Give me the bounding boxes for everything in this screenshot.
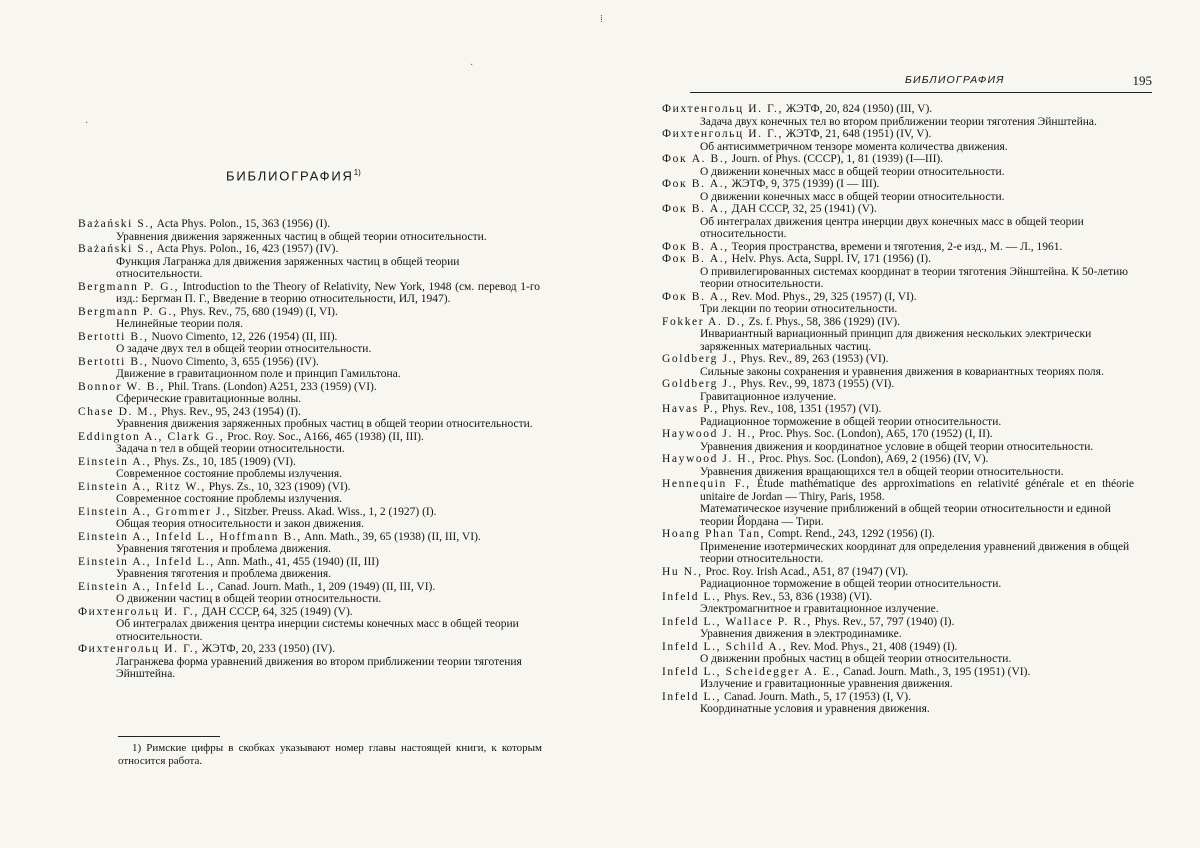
entry-reference: Ann. Math., 41, 455 (1940) (II, III) — [217, 555, 379, 568]
scan-speck: · — [470, 60, 474, 71]
page-title-text: БИБЛИОГРАФИЯ — [226, 168, 354, 184]
entry-reference: Rev. Mod. Phys., 29, 325 (1957) (I, VI). — [731, 290, 917, 303]
bibliography-entry — [662, 666, 1134, 691]
entry-reference: Proc. Phys. Soc. (London), A65, 170 (1952) (I, II). — [759, 428, 993, 440]
bibliography-list-right — [662, 103, 1134, 716]
entry-reference: Phys. Zs., 10, 323 (1909) (VI). — [208, 480, 351, 493]
entry-author: Infeld L., Wallace P. R., — [662, 615, 812, 628]
bibliography-entry — [662, 178, 1134, 203]
entry-annotation: Уравнения тяготения и проблема движения. — [116, 568, 332, 580]
entry-author: Фок А. В., — [662, 153, 729, 165]
citation — [662, 378, 1134, 391]
citation — [78, 506, 540, 519]
entry-annotation: Нелинейные теории поля. — [116, 318, 244, 330]
entry-reference: Ann. Math., 39, 65 (1938) (II, III, VI). — [304, 530, 481, 543]
bibliography-entry — [662, 478, 1134, 528]
entry-author: Fokker A. D., — [662, 315, 746, 328]
entry-reference: Phys. Rev., 108, 1351 (1957) (VI). — [721, 403, 882, 415]
entry-reference: Compt. Rend., 243, 1292 (1956) (I). — [768, 528, 935, 540]
entry-annotation: Инвариантный вариационный принцип для движения нескольких электрически заряженных материальных частиц. — [700, 328, 1092, 353]
citation — [78, 481, 540, 494]
bibliography-entry — [78, 643, 540, 681]
entry-annotation: Общая теория относительности и закон движения. — [116, 518, 365, 530]
entry-annotation: Математическое изучение приближений в общей теории относительности и единой теории Йордана — Тири. — [700, 503, 1111, 528]
citation — [662, 453, 1134, 466]
entry-annotation: О движении пробных частиц в общей теории относительности. — [700, 653, 1012, 665]
entry-reference: Phys. Zs., 10, 185 (1909) (VI). — [154, 455, 296, 468]
bibliography-entry — [662, 616, 1134, 641]
entry-reference: Nuovo Cimento, 3, 655 (1956) (IV). — [151, 355, 319, 368]
bibliography-entry — [662, 153, 1134, 178]
bibliography-entry — [662, 378, 1134, 403]
entry-reference: Теория пространства, времени и тяготения, 2-е изд., М. — Л., 1961. — [731, 240, 1063, 253]
citation — [78, 456, 540, 469]
entry-author: Фихтенгольц И. Г., — [662, 128, 783, 140]
citation — [78, 406, 540, 419]
entry-reference: Étude mathématique des approximations en relativité générale et en théorie unitaire de Jordan — Thiry, Paris, 1958. — [700, 478, 1134, 503]
entry-author: Infeld L., Scheidegger A. E., — [662, 665, 841, 678]
bibliography-entry — [662, 453, 1134, 478]
entry-reference: Nuovo Cimento, 12, 226 (1954) (II, III). — [151, 330, 338, 343]
entry-author: Фок В. А., — [662, 290, 729, 303]
entry-reference: ЖЭТФ, 21, 648 (1951) (IV, V). — [785, 128, 932, 140]
entry-author: Фок В. А., — [662, 253, 729, 265]
citation — [662, 691, 1134, 704]
bibliography-entry — [662, 353, 1134, 378]
running-title: БИБЛИОГРАФИЯ — [905, 74, 1005, 86]
entry-annotation: Лагранжева форма уравнений движения во втором приближении теории тяготения Эйнштейна. — [116, 655, 522, 680]
bibliography-entry — [78, 531, 540, 556]
entry-reference: Canad. Journ. Math., 3, 195 (1951) (VI). — [843, 665, 1031, 678]
entry-annotation: Сферические гравитационные волны. — [116, 393, 302, 405]
footnote-marker: 1) — [353, 168, 361, 177]
citation — [78, 556, 540, 569]
citation — [78, 606, 540, 619]
entry-annotation: Уравнения движения в электродинамике. — [700, 628, 902, 640]
citation — [78, 531, 540, 544]
entry-annotation: Задача двух конечных тел во втором приближении теории тяготения Эйнштейна. — [700, 115, 1097, 128]
citation — [78, 643, 540, 656]
citation — [662, 641, 1134, 654]
entry-author: Infeld L., — [662, 690, 722, 703]
entry-reference: Phil. Trans. (London) A251, 233 (1959) (VI). — [167, 380, 377, 393]
bibliography-entry — [78, 243, 540, 281]
entry-reference: Proc. Roy. Irish Acad., A51, 87 (1947) (VI). — [705, 565, 909, 578]
scan-speck: ⁞ — [600, 14, 603, 25]
entry-reference: Phys. Rev., 99, 1873 (1955) (VI). — [740, 378, 895, 390]
entry-annotation: Электромагнитное и гравитационное излучение. — [700, 603, 939, 615]
entry-annotation: Уравнения движения и координатное условие в общей теории относительности. — [700, 440, 1094, 453]
entry-author: Goldberg J., — [662, 378, 738, 390]
citation — [662, 253, 1134, 266]
citation — [662, 241, 1134, 254]
bibliography-entry — [78, 506, 540, 531]
entry-reference: Phys. Rev., 95, 243 (1954) (I). — [161, 405, 301, 418]
entry-annotation: О движении конечных масс в общей теории относительности. — [700, 165, 1005, 178]
entry-annotation: Применение изотермических координат для определения уравнений движения в общей теории относительности. — [700, 540, 1130, 565]
entry-annotation: О привилегированных системах координат в теории тяготения Эйнштейна. К 50-летию теории относительности. — [700, 265, 1128, 290]
bibliography-entry — [662, 403, 1134, 428]
entry-author: Haywood J. H., — [662, 428, 757, 440]
entry-reference: ЖЭТФ, 20, 233 (1950) (IV). — [201, 643, 335, 655]
bibliography-entry — [662, 291, 1134, 316]
entry-author: Bażański S., — [78, 243, 155, 255]
citation — [78, 381, 540, 394]
entry-annotation: Уравнения движения заряженных пробных частиц в общей теории относительности. — [116, 418, 533, 430]
citation — [662, 528, 1134, 541]
entry-author: Фихтенгольц И. Г., — [78, 605, 199, 618]
entry-reference: Sitzber. Preuss. Akad. Wiss., 1, 2 (1927) (I). — [233, 505, 437, 518]
entry-reference: Journ. of Phys. (СССР), 1, 81 (1939) (I—III). — [731, 153, 944, 165]
entry-annotation: Уравнения движения вращающихся тел в общей теории относительности. — [700, 465, 1064, 478]
entry-author: Einstein A., Grommer J., — [78, 505, 232, 518]
citation — [78, 218, 540, 231]
bibliography-entry — [78, 406, 540, 431]
page-number: 195 — [1132, 73, 1152, 88]
citation — [662, 291, 1134, 304]
entry-annotation: Радиационное торможение в общей теории относительности. — [700, 578, 1002, 590]
citation — [78, 281, 540, 306]
entry-author: Einstein A., — [78, 455, 152, 468]
citation — [662, 103, 1134, 116]
entry-annotation: Гравитационное излучение. — [700, 390, 837, 403]
entry-reference: Phys. Rev., 89, 263 (1953) (VI). — [740, 353, 889, 365]
entry-author: Infeld L., Schild A., — [662, 640, 788, 653]
bibliography-entry — [78, 606, 540, 644]
entry-reference: Zs. f. Phys., 58, 386 (1929) (IV). — [748, 315, 901, 328]
bibliography-entry — [662, 528, 1134, 566]
bibliography-entry — [662, 591, 1134, 616]
entry-author: Chase D. M., — [78, 405, 159, 418]
entry-author: Фок В. А., — [662, 178, 729, 190]
entry-annotation: Об интегралах движения центра инерции системы конечных масс в общей теории относительности. — [116, 618, 519, 643]
citation — [662, 591, 1134, 604]
entry-annotation: Функция Лагранжа для движения заряженных частиц в общей теории относительности. — [116, 255, 460, 280]
entry-author: Bonnor W. B., — [78, 380, 165, 393]
entry-author: Goldberg J., — [662, 353, 738, 365]
entry-annotation: Уравнения тяготения и проблема движения. — [116, 543, 332, 555]
entry-author: Hennequin F., — [662, 478, 751, 490]
entry-author: Bażański S., — [78, 218, 155, 230]
bibliography-entry — [78, 431, 540, 456]
entry-author: Einstein A., Infeld L., — [78, 555, 215, 568]
bibliography-entry — [78, 356, 540, 381]
page-title — [226, 168, 361, 183]
entry-author: Eddington A., Clark G., — [78, 430, 225, 443]
citation — [662, 128, 1134, 141]
entry-reference: Proc. Phys. Soc. (London), A69, 2 (1956) (IV, V). — [759, 453, 989, 465]
bibliography-entry — [78, 306, 540, 331]
entry-annotation: Движение в гравитационном поле и принцип Гамильтона. — [116, 368, 401, 380]
scan-speck: · — [85, 118, 89, 129]
bibliography-entry — [662, 103, 1134, 128]
bibliography-entry — [78, 556, 540, 581]
entry-author: Haywood J. H., — [662, 453, 757, 465]
entry-author: Hoang Phan Tan, — [662, 528, 766, 540]
entry-annotation: Об антисимметричном тензоре момента количества движения. — [700, 140, 1008, 153]
right-page — [600, 0, 1200, 848]
citation — [662, 203, 1134, 216]
bibliography-entry — [78, 381, 540, 406]
entry-reference: Phys. Rev., 75, 680 (1949) (I, VI). — [180, 305, 338, 318]
citation — [662, 353, 1134, 366]
entry-author: Einstein A., Ritz W., — [78, 480, 206, 493]
entry-reference: Canad. Journ. Math., 1, 209 (1949) (II, III, VI). — [217, 580, 436, 593]
bibliography-entry — [662, 641, 1134, 666]
bibliography-entry — [662, 691, 1134, 716]
entry-author: Bertotti B., — [78, 330, 149, 343]
bibliography-entry — [78, 481, 540, 506]
bibliography-entry — [662, 203, 1134, 241]
bibliography-entry — [78, 456, 540, 481]
entry-annotation: Современное состояние проблемы излучения. — [116, 493, 342, 505]
entry-author: Bergmann P. G., — [78, 305, 178, 318]
bibliography-entry — [662, 253, 1134, 291]
entry-reference: Helv. Phys. Acta, Suppl. IV, 171 (1956) (I). — [731, 253, 931, 265]
entry-reference: Acta Phys. Polon., 15, 363 (1956) (I). — [156, 218, 331, 230]
bibliography-entry — [78, 218, 540, 243]
citation — [78, 331, 540, 344]
citation — [662, 403, 1134, 416]
entry-reference: Rev. Mod. Phys., 21, 408 (1949) (I). — [790, 640, 958, 653]
entry-author: Bergmann P. G., — [78, 280, 180, 293]
citation — [662, 616, 1134, 629]
entry-author: Havas P., — [662, 403, 719, 415]
entry-author: Фок В. А., — [662, 240, 729, 253]
entry-reference: ЖЭТФ, 20, 824 (1950) (III, V). — [785, 103, 933, 115]
entry-reference: ДАН СССР, 32, 25 (1941) (V). — [731, 203, 877, 215]
entry-annotation: Задача n тел в общей теории относительности. — [116, 443, 345, 455]
entry-reference: Introduction to the Theory of Relativity, New York, 1948 (см. перевод 1-го изд.: Бергман П. Г., Введение в теорию относительности, ИЛ, 1947). — [116, 280, 541, 305]
entry-annotation: Сильные законы сохранения и уравнения движения в ковариантных теориях поля. — [700, 365, 1104, 378]
bibliography-entry — [78, 581, 540, 606]
citation — [78, 356, 540, 369]
entry-reference: ЖЭТФ, 9, 375 (1939) (I — III). — [731, 178, 880, 190]
entry-annotation: О движении конечных масс в общей теории относительности. — [700, 190, 1005, 203]
entry-annotation: Об интегралах движения центра инерции двух конечных масс в общей теории относительности. — [700, 215, 1084, 240]
entry-reference: Phys. Rev., 57, 797 (1940) (I). — [814, 615, 955, 628]
footnote-divider — [118, 736, 220, 737]
entry-annotation: О задаче двух тел в общей теории относительности. — [116, 343, 372, 355]
entry-annotation: Радиационное торможение в общей теории относительности. — [700, 415, 1002, 428]
running-head — [690, 74, 1152, 93]
bibliography-entry — [662, 128, 1134, 153]
citation — [662, 153, 1134, 166]
citation — [78, 306, 540, 319]
bibliography-entry — [662, 241, 1134, 254]
bibliography-entry — [662, 316, 1134, 354]
entry-annotation: Три лекции по теории относительности. — [700, 303, 898, 315]
citation — [662, 316, 1134, 329]
citation — [662, 666, 1134, 679]
entry-author: Hu N., — [662, 565, 703, 578]
entry-annotation: Излучение и гравитационные уравнения движения. — [700, 678, 953, 690]
citation — [78, 243, 540, 256]
entry-author: Einstein A., Infeld L., Hoffmann B., — [78, 530, 302, 543]
entry-author: Infeld L., — [662, 590, 722, 603]
entry-annotation: Уравнения движения заряженных частиц в общей теории относительности. — [116, 230, 487, 243]
bibliography-entry — [662, 566, 1134, 591]
entry-reference: ДАН СССР, 64, 325 (1949) (V). — [201, 605, 353, 618]
entry-author: Фихтенгольц И. Г., — [662, 103, 783, 115]
footnote: 1) Римские цифры в скобках указывают номер главы настоящей книги, к которым относится работа. — [118, 742, 542, 767]
entry-annotation: О движении частиц в общей теории относительности. — [116, 593, 382, 605]
bibliography-entry — [78, 281, 540, 306]
entry-author: Einstein A., Infeld L., — [78, 580, 215, 593]
bibliography-entry — [78, 331, 540, 356]
entry-author: Bertotti B., — [78, 355, 149, 368]
bibliography-list-left — [78, 218, 540, 681]
citation — [662, 428, 1134, 441]
entry-reference: Proc. Roy. Soc., A166, 465 (1938) (II, III). — [227, 430, 424, 443]
citation — [662, 178, 1134, 191]
entry-author: Фок В. А., — [662, 203, 729, 215]
citation — [78, 581, 540, 594]
entry-reference: Canad. Journ. Math., 5, 17 (1953) (I, V). — [723, 690, 911, 703]
bibliography-entry — [662, 428, 1134, 453]
citation — [662, 478, 1134, 503]
entry-reference: Acta Phys. Polon., 16, 423 (1957) (IV). — [156, 243, 339, 255]
entry-annotation: Современное состояние проблемы излучения. — [116, 468, 342, 480]
entry-reference: Phys. Rev., 53, 836 (1938) (VI). — [723, 590, 873, 603]
entry-annotation: Координатные условия и уравнения движения. — [700, 703, 930, 715]
entry-author: Фихтенгольц И. Г., — [78, 643, 199, 655]
citation — [78, 431, 540, 444]
citation — [662, 566, 1134, 579]
